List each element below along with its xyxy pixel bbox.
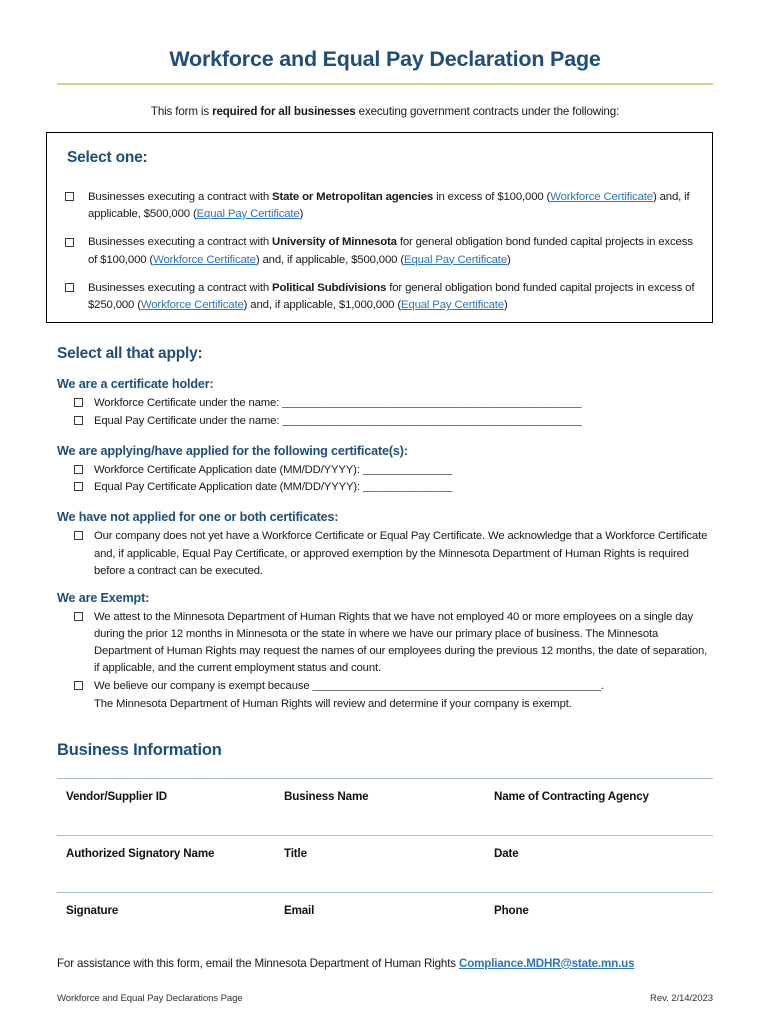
field-label-phone: Phone [485,892,713,949]
option-text-part4: ) [299,207,304,220]
item-label: Equal Pay Certificate Application date (MM/DD/YYYY): [94,481,363,494]
checkbox-row-equal-pay-application-date[interactable] [74,479,712,496]
field-label-contracting-agency: Name of Contracting Agency [485,778,713,835]
footer-revision-text: Rev. 2/14/2023 [650,993,713,1004]
select-one-options [65,189,698,315]
workforce-certificate-link[interactable]: Workforce Certificate [153,253,256,266]
group-heading-exempt: We are Exempt: [57,590,150,605]
select-one-heading: Select one: [67,148,148,166]
item-text [94,413,712,430]
field-label-business-name: Business Name [275,778,485,835]
field-label-vendor-supplier-id: Vendor/Supplier ID [57,778,275,835]
field-label-title: Title [275,835,485,892]
select-one-option-university-of-minnesota[interactable] [65,234,698,269]
assistance-text: For assistance with this form, email the Minnesota Department of Human Rights [57,956,459,970]
group-items-not-applied [74,528,712,579]
footer-left-text: Workforce and Equal Pay Declarations Page [57,993,243,1004]
group-items-applying [74,462,712,497]
checkbox-icon[interactable] [74,482,83,491]
select-one-option-state-metro[interactable] [65,189,698,224]
fill-in-blank[interactable]: _________________________________________________________ [282,396,582,409]
checkbox-icon[interactable] [74,612,83,621]
item-text [94,462,712,479]
business-information-heading: Business Information [57,740,222,759]
item-label: Workforce Certificate under the name: [94,396,283,409]
intro-prefix: This form is [150,104,213,118]
option-text [88,280,698,315]
fill-in-blank[interactable]: _________________________________________________________ [282,414,582,427]
checkbox-icon[interactable] [74,398,83,407]
item-text: Our company does not yet have a Workforce Certificate or Equal Pay Certificate. We acknowledge that a Workforce Certificate and, if applicable, Equal Pay Certificate, or approved exemption by the Minnesota Department of Human Rights is required before a contract can be executed. [94,530,711,577]
option-text-part4: ) [503,299,508,312]
item-label: Workforce Certificate Application date (MM/DD/YYYY): [94,463,363,476]
option-text-part3: ) and, if applicable, $500,000 ( [255,253,404,266]
option-text [88,234,698,269]
select-one-box [46,132,713,323]
assistance-line [57,957,713,970]
compliance-email-link[interactable]: Compliance.MDHR@state.mn.us [458,956,635,970]
item-text [94,479,712,496]
business-information-table [57,778,713,949]
field-label-date: Date [485,835,713,892]
option-text-bold: State or Metropolitan agencies [272,190,434,203]
page-title: Workforce and Equal Pay Declaration Page [169,47,601,71]
intro-text [0,105,770,118]
option-text-part3: ) and, if applicable, $500,000 ( [88,190,690,220]
checkbox-row-workforce-certificate-name[interactable] [74,395,712,412]
field-label-signature: Signature [57,892,275,949]
checkbox-icon[interactable] [65,238,74,247]
table-row [57,892,713,949]
equal-pay-certificate-link[interactable]: Equal Pay Certificate [400,299,504,312]
option-text-part1: Businesses executing a contract with [88,281,273,294]
option-text-part3: ) and, if applicable, $1,000,000 ( [243,299,401,312]
select-one-option-political-subdivisions[interactable] [65,280,698,315]
option-text-bold: Political Subdivisions [272,281,387,294]
checkbox-icon[interactable] [74,465,83,474]
checkbox-row-equal-pay-certificate-name[interactable] [74,413,712,430]
checkbox-icon[interactable] [74,681,83,690]
option-text-part4: ) [507,253,511,266]
item-label: We believe our company is exempt because [94,680,313,693]
checkbox-icon[interactable] [74,416,83,425]
select-all-heading: Select all that apply: [57,344,203,362]
workforce-certificate-link[interactable]: Workforce Certificate [550,190,653,203]
equal-pay-certificate-link[interactable]: Equal Pay Certificate [196,207,300,220]
group-heading-not-applied: We have not applied for one or both certificates: [57,510,339,525]
group-items-certificate-holder [74,395,712,430]
field-label-email: Email [275,892,485,949]
checkbox-row-exempt-attestation[interactable] [74,609,712,678]
workforce-certificate-link[interactable]: Workforce Certificate [140,299,244,312]
checkbox-row-no-certificate-acknowledgement[interactable] [74,528,712,579]
checkbox-row-workforce-application-date[interactable] [74,462,712,479]
checkbox-row-exempt-because[interactable] [74,678,712,712]
item-text [94,678,712,712]
item-text: We attest to the Minnesota Department of Human Rights that we have not employed 40 or more employees on a single day during the prior 12 months in Minnesota or the state in where we have our primary place of business. The Minnesota Department of Human Rights may request the names of our employees during the previous 12 months, the date of separation, if applicable, and the current employment status and count. [94,610,711,675]
item-label: Equal Pay Certificate under the name: [94,414,283,427]
group-items-exempt [74,609,712,713]
page-footer [57,993,713,1004]
item-second-line: The Minnesota Department of Human Rights will review and determine if your company is exempt. [94,697,572,710]
option-text-part1: Businesses executing a contract with [88,236,273,249]
checkbox-icon[interactable] [65,283,74,292]
option-text-part2: in excess of $100,000 ( [433,190,551,203]
group-heading-certificate-holder: We are a certificate holder: [57,376,214,391]
option-text [88,189,698,224]
group-heading-applying: We are applying/have applied for the following certificate(s): [57,443,408,458]
option-text-part2: for general obligation bond funded capital projects in excess of $250,000 ( [88,281,695,312]
equal-pay-certificate-link[interactable]: Equal Pay Certificate [403,253,507,266]
table-row [57,835,713,892]
option-text-bold: University of Minnesota [272,236,397,249]
fill-in-blank[interactable]: _________________ [362,463,452,476]
item-text [94,395,712,412]
fill-in-blank[interactable]: _________________ [362,481,453,494]
fill-in-blank[interactable]: _______________________________________________________. [312,680,604,693]
field-label-authorized-signatory-name: Authorized Signatory Name [57,835,275,892]
checkbox-icon[interactable] [74,531,83,540]
title-divider [57,83,713,85]
table-row [57,778,713,835]
option-text-part1: Businesses executing a contract with [88,190,273,203]
intro-emphasis: required for all businesses [212,104,356,118]
option-text-part2: for general obligation bond funded capital projects in excess of $100,000 ( [88,236,693,266]
checkbox-icon[interactable] [65,192,74,201]
intro-suffix: executing government contracts under the following: [355,104,620,118]
